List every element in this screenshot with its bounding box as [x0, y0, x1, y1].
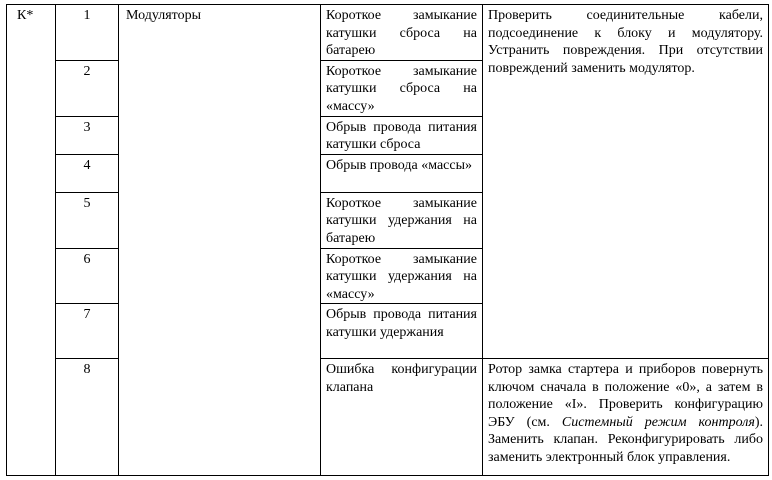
row-number: 6	[56, 248, 119, 304]
component-name: Модуляторы	[126, 8, 201, 23]
table-row	[7, 5, 769, 61]
row-number: 1	[56, 5, 119, 61]
component-cell	[119, 5, 321, 476]
row-number: 8	[56, 359, 119, 476]
row-number: 5	[56, 192, 119, 248]
group-code-cell	[7, 5, 56, 476]
row-number: 7	[56, 304, 119, 359]
action-valve-part1: Ротор замка стартера и приборов повернуть ключом сначала в положение «0», а затем в положение «I». Проверить конфигурацию ЭБУ (см.	[488, 362, 763, 430]
action-valve-cell	[483, 359, 769, 476]
fault-table	[6, 4, 769, 476]
group-code: К*	[17, 8, 34, 23]
action-modulators: Проверить соединительные кабели, подсоединение к блоку и модулятору. Устранить повреждения. При отсутствии повреждений заменить модулятор.	[488, 8, 763, 76]
fault-description: Обрыв провода питания катушки удержания	[321, 304, 483, 359]
fault-description: Короткое замыкание катушки удержания на «массу»	[321, 248, 483, 304]
fault-description: Короткое замыкание катушки сброса на батарею	[321, 5, 483, 61]
action-valve-italic: Системный режим контроля	[561, 414, 755, 430]
row-number: 4	[56, 154, 119, 192]
action-cell	[483, 5, 769, 359]
row-number: 2	[56, 60, 119, 116]
fault-description: Ошибка конфигурации клапана	[321, 359, 483, 476]
action-valve-part2: ). Заменить клапан. Реконфигурировать либо заменить электронный блок управления.	[488, 414, 763, 465]
row-number: 3	[56, 116, 119, 154]
fault-description: Обрыв провода «массы»	[321, 154, 483, 192]
fault-description: Короткое замыкание катушки удержания на батарею	[321, 192, 483, 248]
fault-description: Короткое замыкание катушки сброса на «массу»	[321, 60, 483, 116]
fault-description: Обрыв провода питания катушки сброса	[321, 116, 483, 154]
